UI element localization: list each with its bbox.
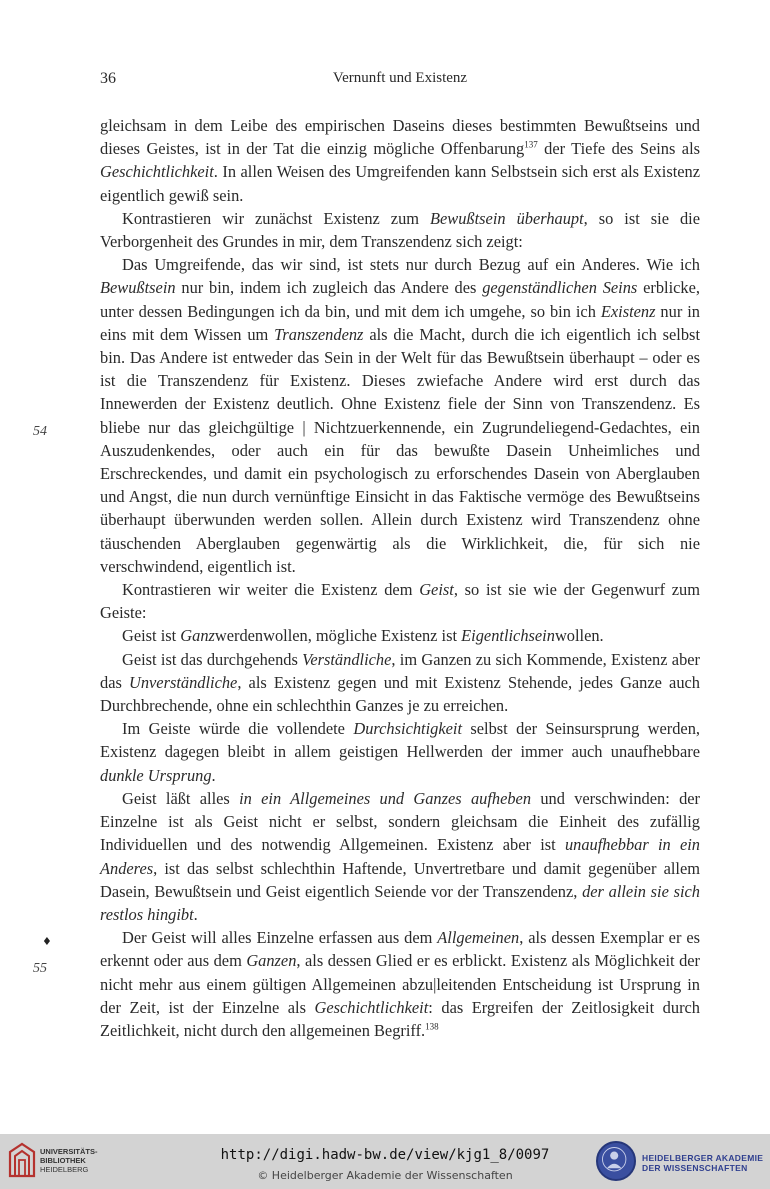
paragraph-1: gleichsam in dem Leibe des empirischen Daseins dieses bestimmten Bewußtseins und dieses Geistes, ist in der Tat die einzig mögliche Offenbarung$^{137}$ der Tiefe des Seins als Geschichtlichkeit. In allen Weisen des Umgreifenden kann Selbstsein sich erst als Existenz eigentlich gewiß sein. <box>100 116 700 205</box>
paragraph-9: Der Geist will alles Einzelne erfassen aus dem Allgemeinen, als dessen Exemplar er es erkennt oder aus dem Ganzen, als dessen Glied er es erblickt. Existenz als Möglichkeit der nicht mehr aus einem gültigen Allgemeinen abzu|leitenden Entscheidung ist Ursprung in der Zeit, ist der Einzelne als Geschichtlichkeit: das Ergreifen der Zeitlosigkeit durch Zeitlichkeit, nicht durch den allgemeinen Begriff.$^{138}$ <box>100 928 701 1040</box>
margin-page-marker-55: 55 <box>33 961 47 976</box>
paragraph-5: Geist ist Ganzwerdenwollen, mögliche Existenz ist Eigentlichseinwollen. <box>122 626 604 646</box>
page-header <box>100 70 700 94</box>
paragraph-8: Geist läßt alles in ein Allgemeines und Ganzes aufheben und verschwinden: der Einzelne ist als Geist nicht er selbst, sondern gleichsam die Einheit des zufällig Individuellen und des notwendig Allgemeinen. Existenz aber ist unaufhebbar in ein Anderes, ist das selbst schlechthin Haftende, Unvertretbare und damit gegenüber allem Dasein, Bewußtsein und Geist eigentlich Seiende vor der Transzendenz, der allein sie sich restlos hingibt. <box>100 788 700 924</box>
footer-bar <box>0 1134 770 1189</box>
margin-diamond-icon: ♦ <box>42 935 52 948</box>
paragraph-6: Geist ist das durchgehends Verständliche, im Ganzen zu sich Kommende, Existenz aber das Unverständliche, als Existenz gegen und mit Existenz Stehende, jedes Ganze auch Durchbrechende, ohne ein schlechthin Ganzes je zu erreichen. <box>100 649 700 716</box>
body-text <box>100 114 700 1042</box>
academy-name: HEIDELBERGER AKADEMIE DER WISSENSCHAFTEN <box>642 1153 764 1173</box>
paragraph-7: Im Geiste würde die vollendete Durchsichtigkeit selbst der Seinsursprung werden, Existenz dagegen bleibt in allem geistigen Hellwerden der immer auch unaufhebbare dunkle Ursprung. <box>100 719 700 785</box>
copyright-notice: © Heidelberger Akademie der Wissenschaften <box>257 1169 513 1182</box>
footnote-ref-138[interactable]: 138 <box>425 1021 439 1032</box>
page-number: 36 <box>100 70 116 87</box>
academy-seal-icon <box>596 1141 636 1181</box>
paragraph-3: Das Umgreifende, das wir sind, ist stets nur durch Bezug auf ein Anderes. Wie ich Bewußtsein nur bin, indem ich zugleich das Andere des gegenständlichen Seins erblicke, unter dessen Bedingungen ich da bin, und mit dem ich umgehe, so bin ich Existenz nur in eins mit dem Wissen um Transzendenz als die Macht, durch die ich eigentlich ich selbst bin. Das Andere ist entweder das Sein in der Welt für das Bewußtsein überhaupt – oder es ist die Transzendenz für Existenz. Dieses zwiefache Andere wird erst durch das Innewerden der Existenz deutlich. Ohne Existenz fiele der Sinn von Transzendenz. Es bliebe nur das gleichgültige | Nichtzuerkennende, ein Zugrundeliegend-Gedachtes, ein Auszudenkendes, oder auch ein für das bewußte Dasein Unheimliches und Erschreckendes, und damit ein psychologisch zu erforschendes Dasein von Aberglauben und Angst, die nun durch vernünftige Einsicht in das Faktische vermöge des Bewußtseins überhaupt überwunden werden sollen. Allein durch Existenz wird Transzendenz ohne täuschenden Aberglauben gegenwärtig als die Wirklichkeit, die, für sich nie verschwindend, eigentlich ist. <box>100 255 700 576</box>
running-title: Vernunft und Existenz <box>332 70 468 86</box>
paragraph-4: Kontrastieren wir weiter die Existenz dem Geist, so ist sie wie der Gegenwurf zum Geiste: <box>100 580 701 623</box>
permalink-url[interactable]: http://digi.hadw-bw.de/view/kjg1_8/0097 <box>220 1147 550 1163</box>
library-name: UNIVERSITÄTS- BIBLIOTHEK HEIDELBERG <box>40 1147 98 1174</box>
margin-page-marker-54: 54 <box>33 424 47 439</box>
academy-logo[interactable] <box>596 1141 766 1183</box>
paragraph-2: Kontrastieren wir zunächst Existenz zum Bewußtsein überhaupt, so ist sie die Verborgenheit des Grundes in mir, dem Transzendenz sich zeigt: <box>100 208 701 252</box>
footnote-ref-137[interactable]: 137 <box>524 139 538 150</box>
